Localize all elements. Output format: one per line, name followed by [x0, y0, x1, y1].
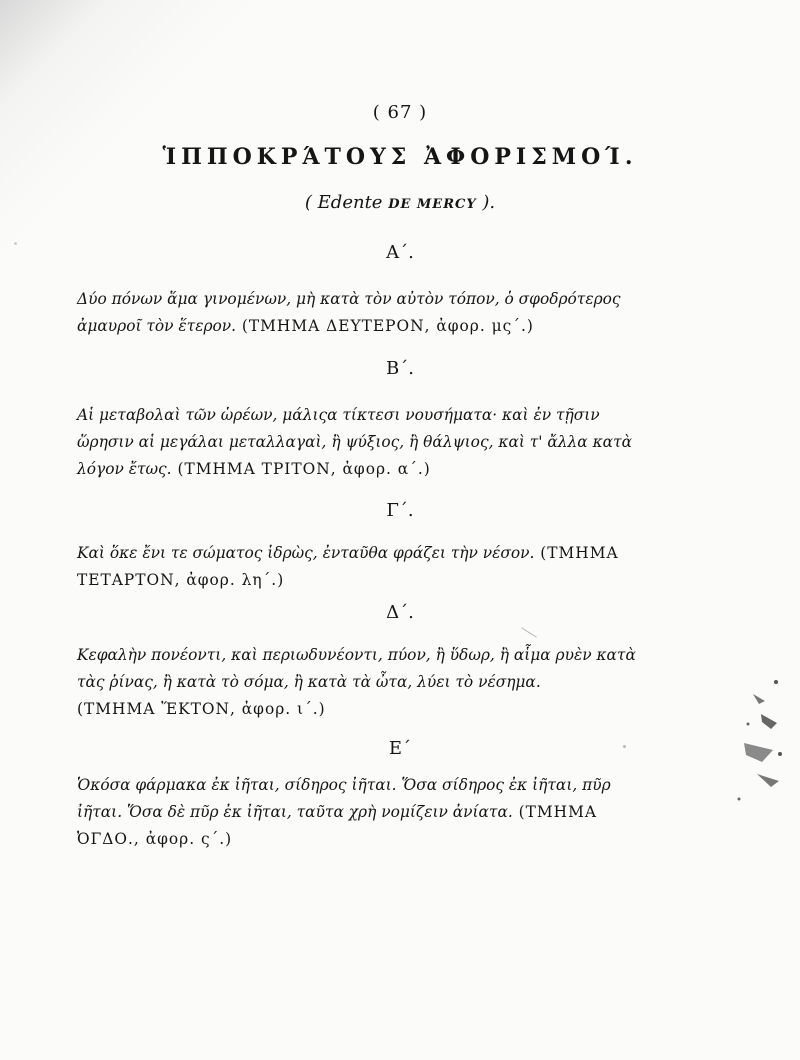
scan-dot [623, 745, 626, 748]
scan-dot [14, 242, 17, 245]
aphorism-b [77, 402, 652, 483]
aphorism-line [77, 540, 652, 567]
editor-name: DE MERCY [388, 197, 477, 212]
aphorism-citation: (ΤΜΗΜΑ ἝΚΤΟΝ, ἀφορ. ι΄.) [77, 700, 326, 718]
section-heading-e: Ε΄ [388, 738, 412, 759]
aphorism-citation: ὈΓΔΟ., ἀφορ. ς΄.) [77, 830, 233, 848]
aphorism-c [77, 540, 652, 594]
aphorism-d [77, 642, 652, 723]
aphorism-line [77, 456, 652, 483]
aphorism-text: ὥρησιν αἱ μεγάλαι μεταλλαγαὶ, ἢ ψύξιος, ἢ θάλψιος, καὶ τ' ἄλλα κατὰ [77, 433, 632, 451]
section-heading-d: Δ΄. [386, 602, 414, 623]
aphorism-line [77, 642, 652, 669]
editor-line [0, 192, 800, 213]
aphorism-citation: ΤΕΤΑΡΤΟΝ, ἀφορ. λη΄.) [77, 571, 285, 589]
aphorism-text: Καὶ ὅκε ἔνι τε σώματος ἱδρὼς, ἐνταῦθα φράζει τὴν νέσον. [77, 544, 535, 562]
aphorism-line [77, 567, 652, 594]
scan-noise-marks [731, 670, 786, 820]
aphorism-line [77, 429, 652, 456]
aphorism-text: Δύο πόνων ἅμα γινομένων, μὴ κατὰ τὸν αὐτὸν τόπον, ὁ σφοδρότερος [77, 290, 621, 308]
aphorism-text: ἰῆται. Ὅσα δὲ πῦρ ἐκ ἰῆται, ταῦτα χρὴ νομίζειν ἀνίατα. [77, 803, 513, 821]
section-heading-c: Γ΄. [386, 500, 414, 521]
aphorism-text: τὰς ῥίνας, ἢ κατὰ τὸ σόμα, ἢ κατὰ τὰ ὦτα, λύει τὸ νέσημα. [77, 673, 541, 691]
aphorism-line [77, 313, 652, 340]
aphorism-text: ἀμαυροῖ τὸν ἕτερον. [77, 317, 237, 335]
aphorism-line [77, 286, 652, 313]
aphorism-citation: (ΤΜΗΜΑ ΤΡΙΤΟΝ, ἀφορ. α΄.) [171, 460, 431, 478]
aphorism-citation: (ΤΜΗΜΑ [512, 803, 597, 821]
page-number: ( 67 ) [372, 102, 428, 123]
aphorism-text: Ὁκόσα φάρμακα ἐκ ἰῆται, σίδηρος ἰῆται. Ὅσα σίδηρος ἐκ ἰῆται, πῦρ [77, 776, 611, 794]
editor-prefix: Edente [317, 192, 383, 213]
aphorism-text: Κεφαλὴν πονέοντι, καὶ περιωδυνέοντι, πύον, ἢ ὕδωρ, ἢ αἷμα ρυὲν κατὰ [77, 646, 636, 664]
editor-open-paren: ( [304, 192, 312, 213]
aphorism-line [77, 696, 652, 723]
aphorism-line [77, 772, 652, 799]
aphorism-line [77, 402, 652, 429]
aphorism-line [77, 669, 652, 696]
scan-mark [521, 627, 537, 637]
aphorism-text: λόγον ἔτως. [77, 460, 172, 478]
section-heading-a: Α΄. [386, 242, 414, 263]
main-title: ἹΠΠΟΚΡΆΤΟΥΣ ἈΦΟΡΙΣΜΟΊ. [162, 144, 638, 170]
aphorism-line [77, 799, 652, 826]
aphorism-citation: (ΤΜΗΜΑ [534, 544, 619, 562]
editor-close-paren: ). [482, 192, 496, 213]
aphorism-a [77, 286, 652, 340]
aphorism-line [77, 826, 652, 853]
scan-noise-marks-svg [731, 670, 786, 820]
aphorism-text: Αἱ μεταβολαὶ τῶν ὡρέων, μάλιςα τίκτεσι νουσήματα· καὶ ἐν τῇσιν [77, 406, 600, 424]
aphorism-citation: (ΤΜΗΜΑ ΔΕΥΤΕΡΟΝ, ἀφορ. μς΄.) [236, 317, 534, 335]
aphorism-e [77, 772, 652, 853]
section-heading-b: Β΄. [386, 358, 414, 379]
